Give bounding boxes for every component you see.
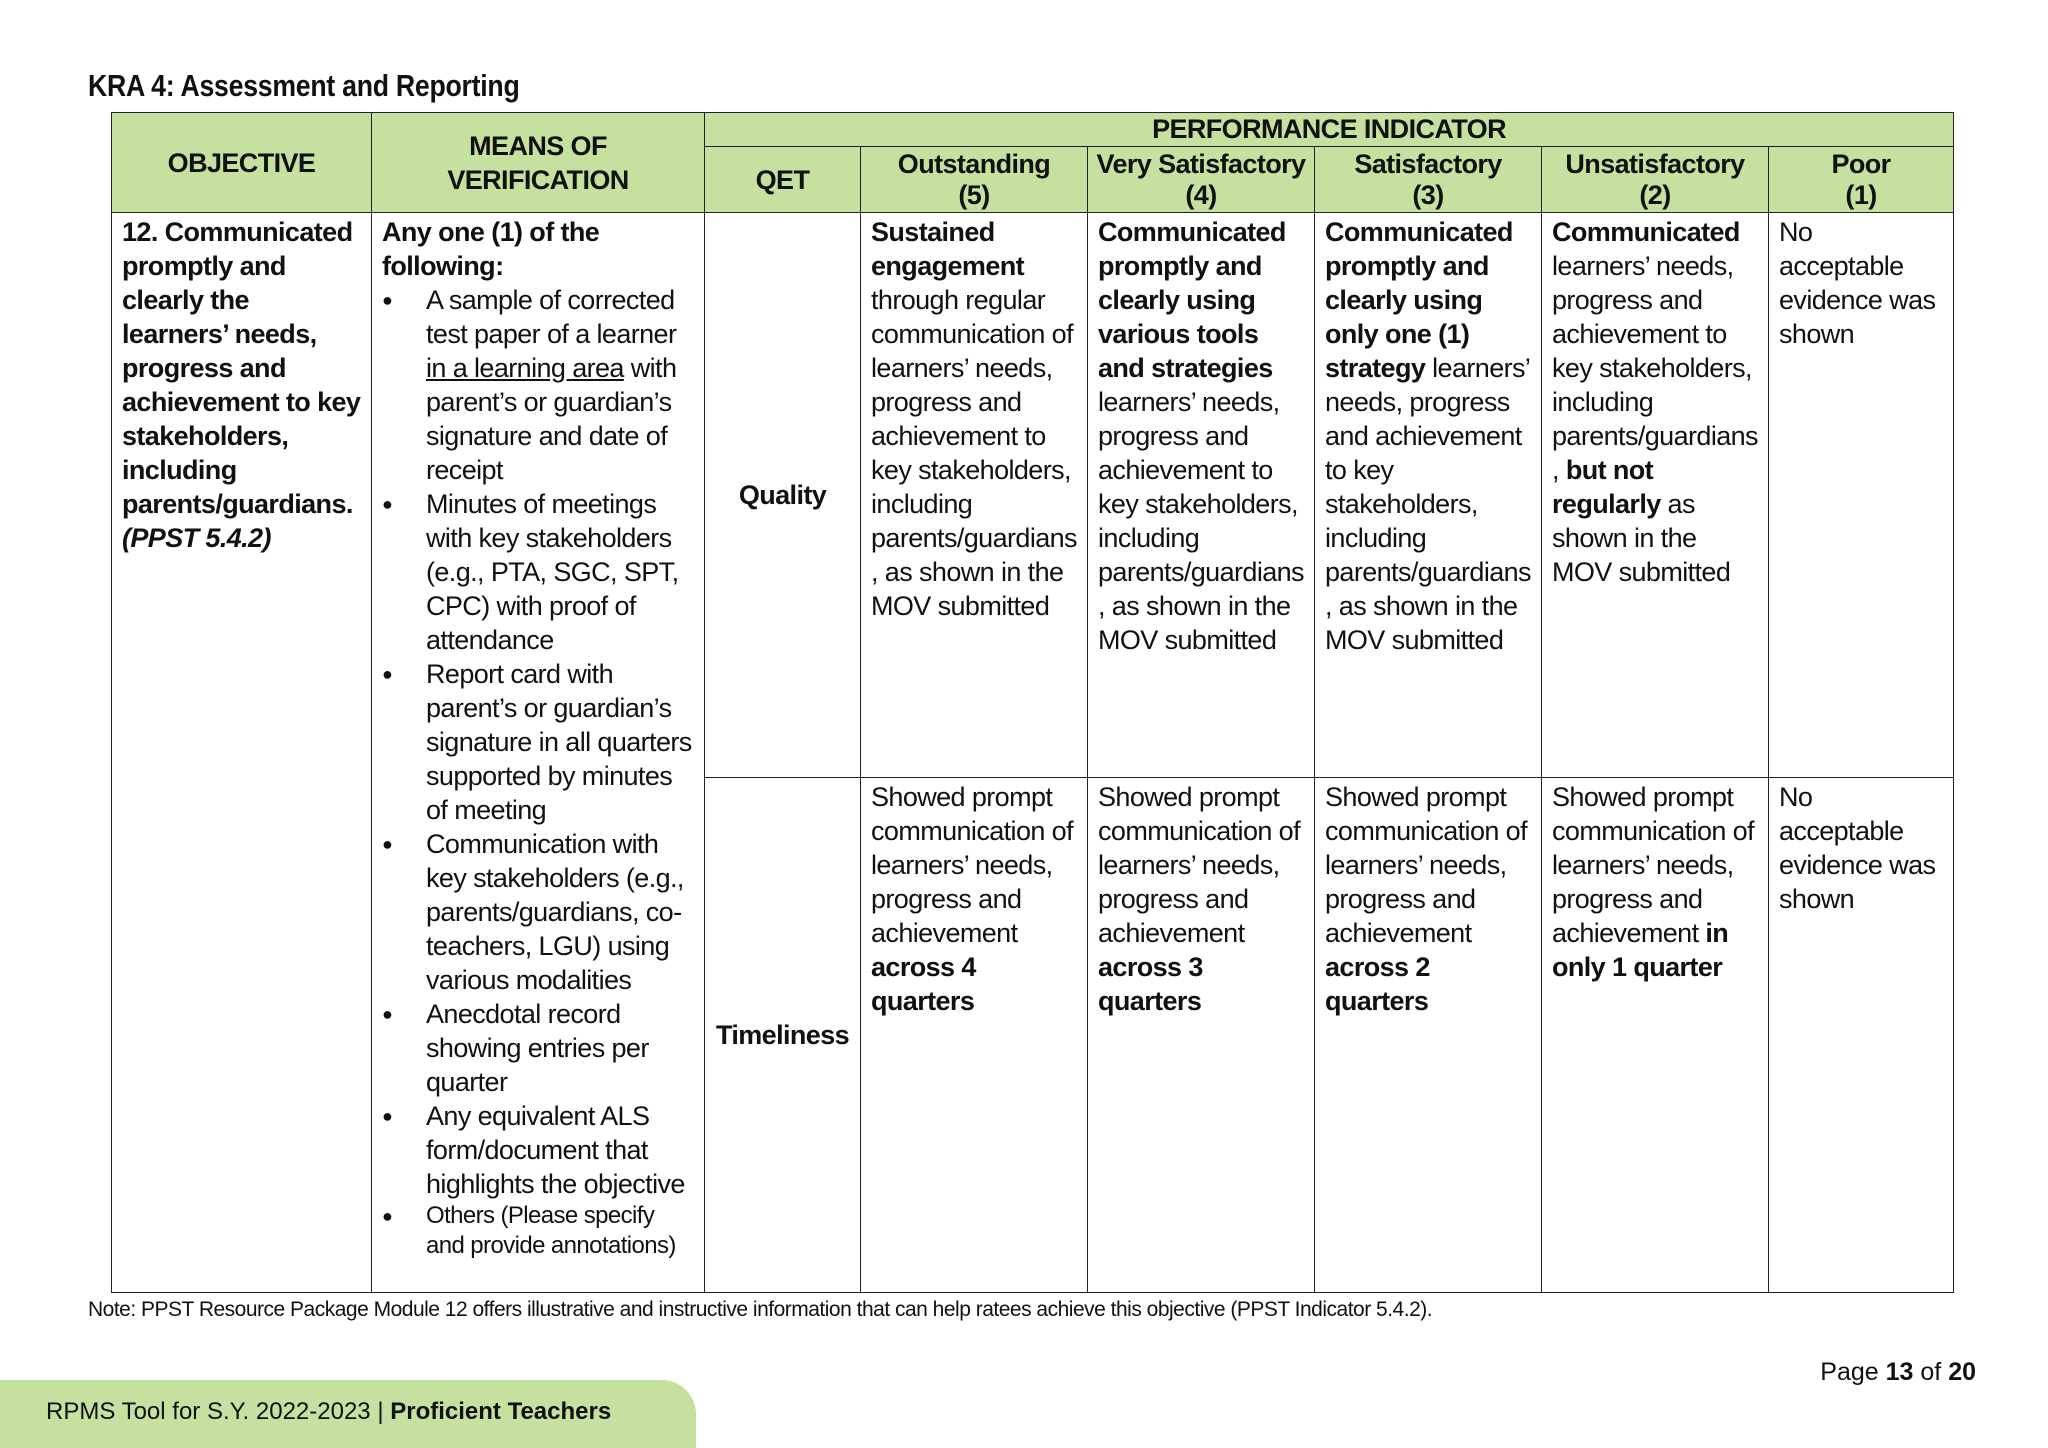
level-name: Poor [1831, 148, 1891, 179]
performance-indicator-header: PERFORMANCE INDICATOR [705, 113, 1954, 147]
objective-cell [112, 213, 372, 1293]
level-name: Outstanding [897, 148, 1051, 179]
list-item: ● Report card with parent’s or guardian’s signature in all quarters supported by minutes of meeting [426, 657, 694, 827]
list-item: ● A sample of corrected test paper of a learner in a learning area with parent’s or guardian’s signature and date of receipt [426, 283, 694, 487]
level-header-satisfactory [1315, 147, 1542, 213]
level-name: Satisfactory [1354, 148, 1502, 179]
level-header-unsatisfactory [1542, 147, 1769, 213]
level-name: Very Satisfactory [1096, 148, 1306, 179]
footer-label: RPMS Tool for S.Y. 2022-2023 | Proficient Teachers [46, 1398, 612, 1425]
timeliness-unsatisfactory-cell: Showed prompt communication of learners’ needs, progress and achievement in only 1 quarter [1542, 778, 1769, 1293]
level-name: Unsatisfactory [1565, 148, 1745, 179]
timeliness-poor-cell: No acceptable evidence was shown [1769, 778, 1954, 1293]
quality-unsatisfactory-cell: Communicated learners’ needs, progress and achievement to key stakeholders, including parents/guardians , but not regularly as shown in the MOV submitted [1542, 213, 1769, 778]
level-score: (2) [1639, 179, 1671, 210]
level-header-poor [1769, 147, 1954, 213]
list-item: ● Any equivalent ALS form/document that highlights the objective [426, 1099, 694, 1201]
level-score: (4) [1185, 179, 1217, 210]
mov-cell [372, 213, 705, 1293]
quality-outstanding-cell: Sustained engagement through regular communication of learners’ needs, progress and achievement to key stakeholders, including parents/guardians , as shown in the MOV submitted [861, 213, 1088, 778]
mov-header: MEANS OF VERIFICATION [372, 113, 705, 213]
footer-tab [0, 1380, 696, 1448]
timeliness-outstanding-cell: Showed prompt communication of learners’ needs, progress and achievement across 4 quarters [861, 778, 1088, 1293]
header-row-1 [112, 113, 1954, 147]
quality-poor-cell: No acceptable evidence was shown [1769, 213, 1954, 778]
level-header-outstanding [861, 147, 1088, 213]
rubric-table [111, 112, 1954, 1293]
level-score: (3) [1412, 179, 1444, 210]
mov-intro: Any one (1) of the following: [382, 217, 600, 281]
qet-quality-label: Quality [705, 213, 861, 778]
quality-very-satisfactory-cell: Communicated promptly and clearly using various tools and strategies learners’ needs, progress and achievement to key stakeholders, including parents/guardians , as shown in the MOV submitted [1088, 213, 1315, 778]
quality-satisfactory-cell: Communicated promptly and clearly using only one (1) strategy learners’ needs, progress and achievement to key stakeholders, including parents/guardians , as shown in the MOV submitted [1315, 213, 1542, 778]
objective-header: OBJECTIVE [112, 113, 372, 213]
timeliness-very-satisfactory-cell: Showed prompt communication of learners’ needs, progress and achievement across 3 quarters [1088, 778, 1315, 1293]
list-item: ● Others (Please specify and provide annotations) [426, 1201, 694, 1261]
page-title: KRA 4: Assessment and Reporting [88, 68, 520, 103]
objective-ppst-code: (PPST 5.4.2) [122, 523, 271, 553]
qet-timeliness-label: Timeliness [705, 778, 861, 1293]
timeliness-satisfactory-cell: Showed prompt communication of learners’ needs, progress and achievement across 2 quarters [1315, 778, 1542, 1293]
list-item: ● Anecdotal record showing entries per quarter [426, 997, 694, 1099]
list-item: ● Communication with key stakeholders (e.g., parents/guardians, co-teachers, LGU) using various modalities [426, 827, 694, 997]
footnote: Note: PPST Resource Package Module 12 offers illustrative and instructive information that can help ratees achieve this objective (PPST Indicator 5.4.2). [88, 1298, 1433, 1321]
level-header-very-satisfactory [1088, 147, 1315, 213]
level-score: (1) [1845, 179, 1877, 210]
page-number: Page 13 of 20 [1820, 1358, 1976, 1386]
qet-header: QET [705, 147, 861, 213]
list-item: ● Minutes of meetings with key stakeholders (e.g., PTA, SGC, SPT, CPC) with proof of attendance [426, 487, 694, 657]
objective-text: 12. Communicated promptly and clearly the learners’ needs, progress and achievement to key stakeholders, including parents/guardians. [122, 217, 361, 519]
mov-list [382, 283, 694, 1261]
quality-row [112, 213, 1954, 778]
level-score: (5) [958, 179, 990, 210]
